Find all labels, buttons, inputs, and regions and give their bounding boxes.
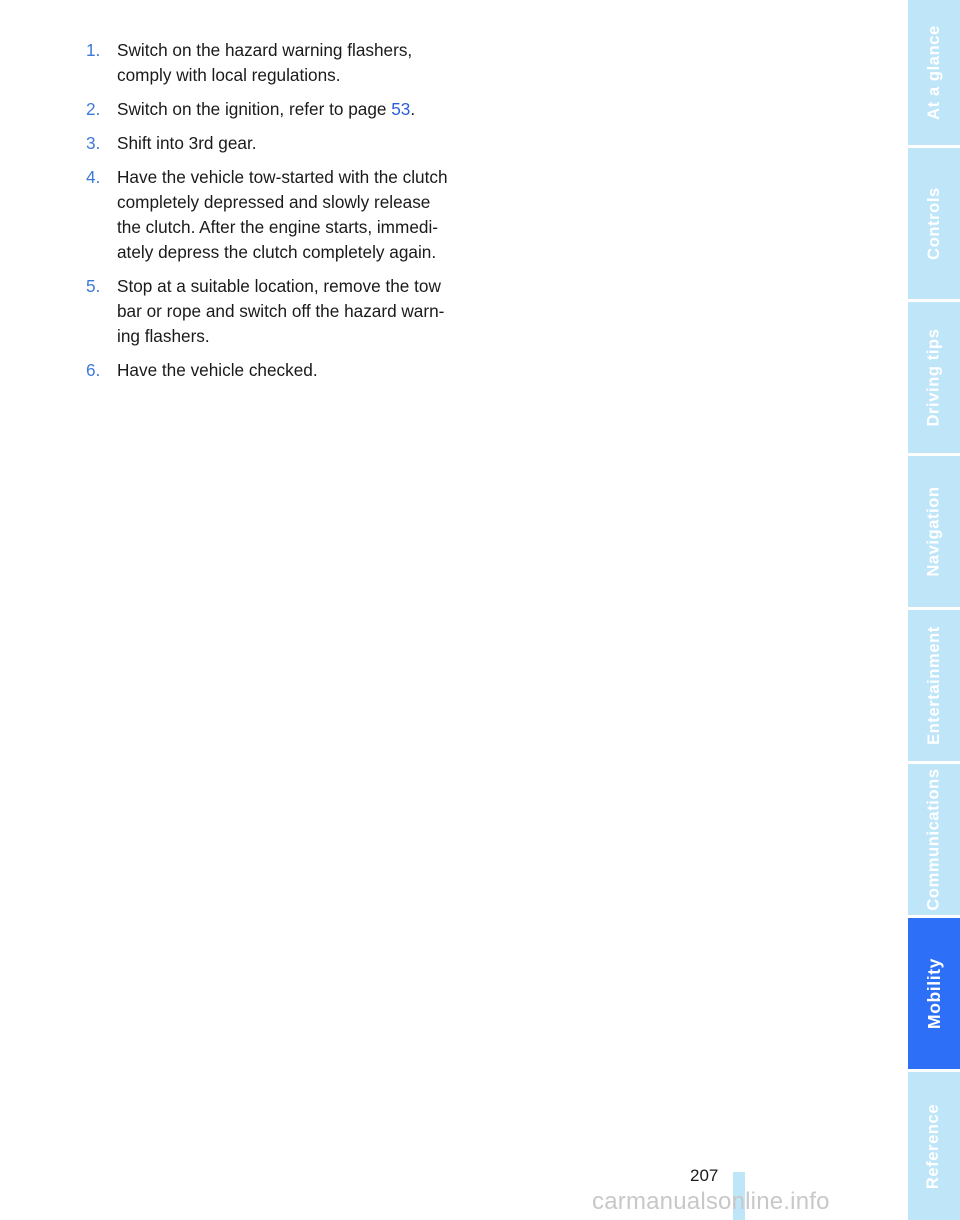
step-number: 3. — [86, 133, 101, 153]
step-text: ing flashers. — [117, 326, 210, 346]
step-text: Have the vehicle checked. — [117, 360, 318, 380]
instruction-list — [86, 38, 466, 392]
tab-controls[interactable] — [908, 148, 960, 299]
step-text: Have the vehicle tow-started with the clutch — [117, 167, 448, 187]
step-text: ately depress the clutch completely again. — [117, 242, 437, 262]
step-4 — [86, 165, 466, 265]
step-text: completely depressed and slowly release — [117, 192, 431, 212]
tab-label: Controls — [924, 187, 943, 260]
tab-label: Driving tips — [924, 328, 943, 427]
step-number: 1. — [86, 40, 101, 60]
tab-label: Reference — [924, 1103, 943, 1189]
tab-navigation[interactable] — [908, 456, 960, 607]
step-text: comply with local regulations. — [117, 65, 341, 85]
step-6 — [86, 358, 466, 383]
tab-communications[interactable] — [908, 764, 960, 915]
step-3 — [86, 131, 466, 156]
page-reference-link[interactable]: 53 — [391, 99, 411, 119]
step-text: the clutch. After the engine starts, immedi- — [117, 217, 438, 237]
step-number: 2. — [86, 99, 101, 119]
step-1 — [86, 38, 466, 88]
step-text: bar or rope and switch off the hazard warn- — [117, 301, 445, 321]
tab-at-a-glance[interactable] — [908, 0, 960, 145]
watermark: carmanualsonline.info — [592, 1188, 830, 1215]
tab-driving-tips[interactable] — [908, 302, 960, 453]
tab-label: Mobility — [923, 958, 944, 1029]
tab-label: Entertainment — [924, 626, 943, 745]
tab-label: Communications — [924, 768, 943, 911]
step-text: Shift into 3rd gear. — [117, 133, 257, 153]
step-5 — [86, 274, 466, 349]
step-number: 4. — [86, 167, 101, 187]
tab-label: At a glance — [924, 25, 943, 120]
step-2 — [86, 97, 466, 122]
step-text: Stop at a suitable location, remove the tow — [117, 276, 441, 296]
step-text: Switch on the ignition, refer to page — [117, 99, 392, 119]
step-number: 5. — [86, 276, 101, 296]
step-text: . — [410, 99, 416, 119]
tab-label: Navigation — [924, 486, 943, 577]
chapter-tabs — [908, 0, 960, 1220]
step-number: 6. — [86, 360, 101, 380]
tab-reference[interactable] — [908, 1072, 960, 1220]
tab-entertainment[interactable] — [908, 610, 960, 761]
step-text: Switch on the hazard warning flashers, — [117, 40, 413, 60]
page-number: 207 — [690, 1166, 719, 1185]
tab-mobility[interactable] — [908, 918, 960, 1069]
